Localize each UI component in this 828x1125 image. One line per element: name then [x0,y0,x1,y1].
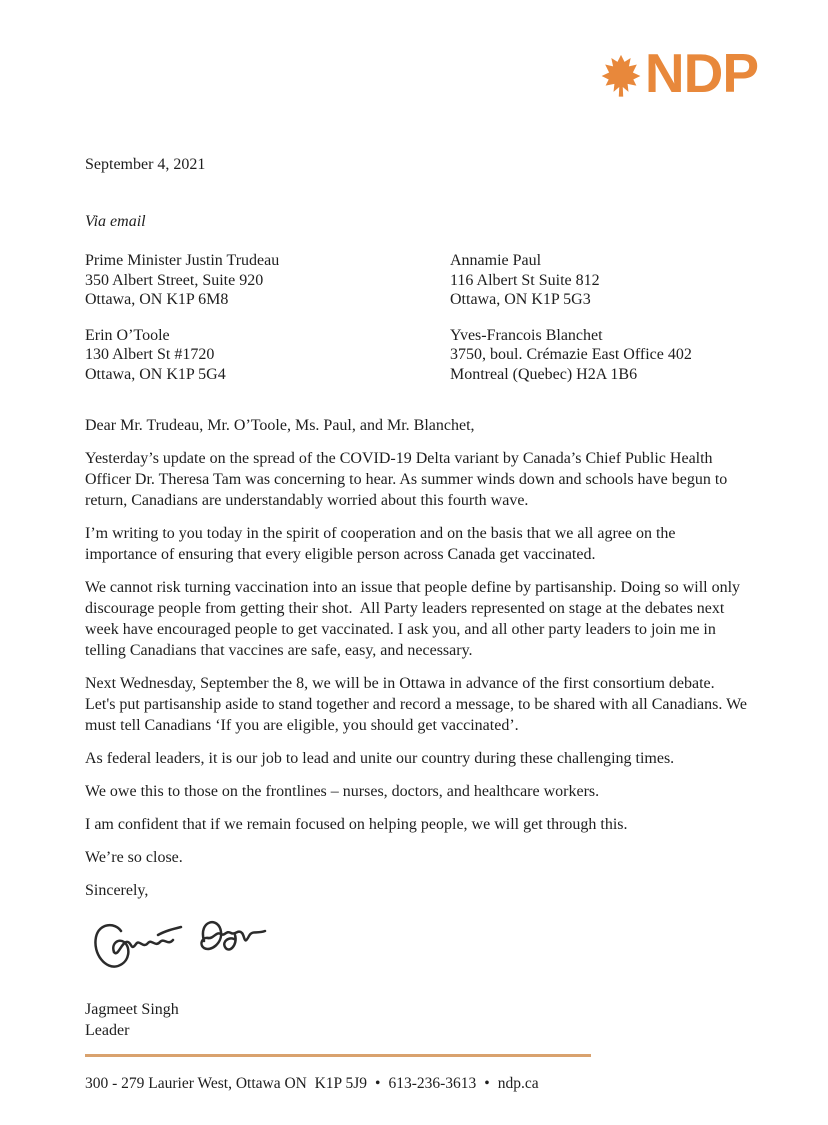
recipient-line: 350 Albert Street, Suite 920 [85,271,264,289]
paragraph: Next Wednesday, September the 8, we will be in Ottawa in advance of the first consortium debate. Let's put partisanship aside to stand together and record a message, to be shared with all Canadians. We must tell Canadians ‘If you are eligible, you should get vaccinated’. [85,675,751,734]
footer-website: ndp.ca [497,1075,539,1092]
salutation: Dear Mr. Trudeau, Mr. O’Toole, Ms. Paul, and Mr. Blanchet, [85,417,475,434]
recipient-line: Annamie Paul [450,252,542,269]
footer-phone: 613-236-3613 [388,1075,477,1092]
recipient-line: Montreal (Quebec) H2A 1B6 [450,365,638,383]
paragraph: Yesterday’s update on the spread of the COVID-19 Delta variant by Canada’s Chief Public Health Officer Dr. Theresa Tam was concerning to hear. As summer winds down and schools have begun to return, Canadians are understandably worried about this fourth wave. [85,450,732,509]
signer-block [85,999,748,1041]
recipient-line: Erin O’Toole [85,326,170,344]
bullet-separator: • [484,1075,490,1092]
ndp-wordmark: NDP [644,42,758,104]
signer-name: Jagmeet Singh [85,1001,179,1018]
paragraph: We owe this to those on the frontlines – nurses, doctors, and healthcare workers. [85,783,600,800]
paragraph: We’re so close. [85,849,183,866]
recipient-line: Yves-Francois Blanchet [450,326,603,344]
letter-body [85,0,751,1094]
recipient-line: Prime Minister Justin Trudeau [85,252,280,269]
recipient-line: 130 Albert St #1720 [85,346,215,363]
letter-date: September 4, 2021 [85,156,206,173]
paragraph: We cannot risk turning vaccination into an issue that people define by partisanship. Doing so will only discourage people from getting their shot. All Party leaders represented on stage at the debates next week have encouraged people to get vaccinated. I ask you, and all other party leaders to join me in telling Canadians that vaccines are safe, easy, and necessary. [85,579,745,659]
paragraph: I am confident that if we remain focused on helping people, we will get through this. [85,816,628,833]
signer-title: Leader [85,1022,130,1039]
recipient-line: 3750, boul. Crémazie East Office 402 [450,346,692,363]
footer-divider [85,1054,591,1057]
recipient-paul [450,251,748,310]
footer-address: 300 - 279 Laurier West, Ottawa ON K1P 5J9 [85,1075,368,1092]
recipient-line: Ottawa, ON K1P 5G3 [450,291,591,308]
recipient-line: Ottawa, ON K1P 5G4 [85,365,226,383]
footer-contact [85,1073,748,1094]
recipient-trudeau [85,251,450,310]
jagmeet-singh-signature-icon [85,909,269,991]
recipient-line: 116 Albert St Suite 812 [450,271,600,289]
paragraph: As federal leaders, it is our job to lead and unite our country during these challenging times. [85,750,675,767]
paragraph: I’m writing to you today in the spirit of cooperation and on the basis that we all agree on the importance of ensuring that every eligible person across Canada get vaccinated. [85,525,680,563]
recipient-blocks [85,251,748,384]
closing: Sincerely, [85,882,149,899]
recipient-blanchet [450,326,748,385]
via-email-note: Via email [85,213,146,230]
recipient-line: Ottawa, ON K1P 6M8 [85,291,229,308]
recipient-otoole [85,326,450,385]
bullet-separator: • [375,1075,381,1092]
